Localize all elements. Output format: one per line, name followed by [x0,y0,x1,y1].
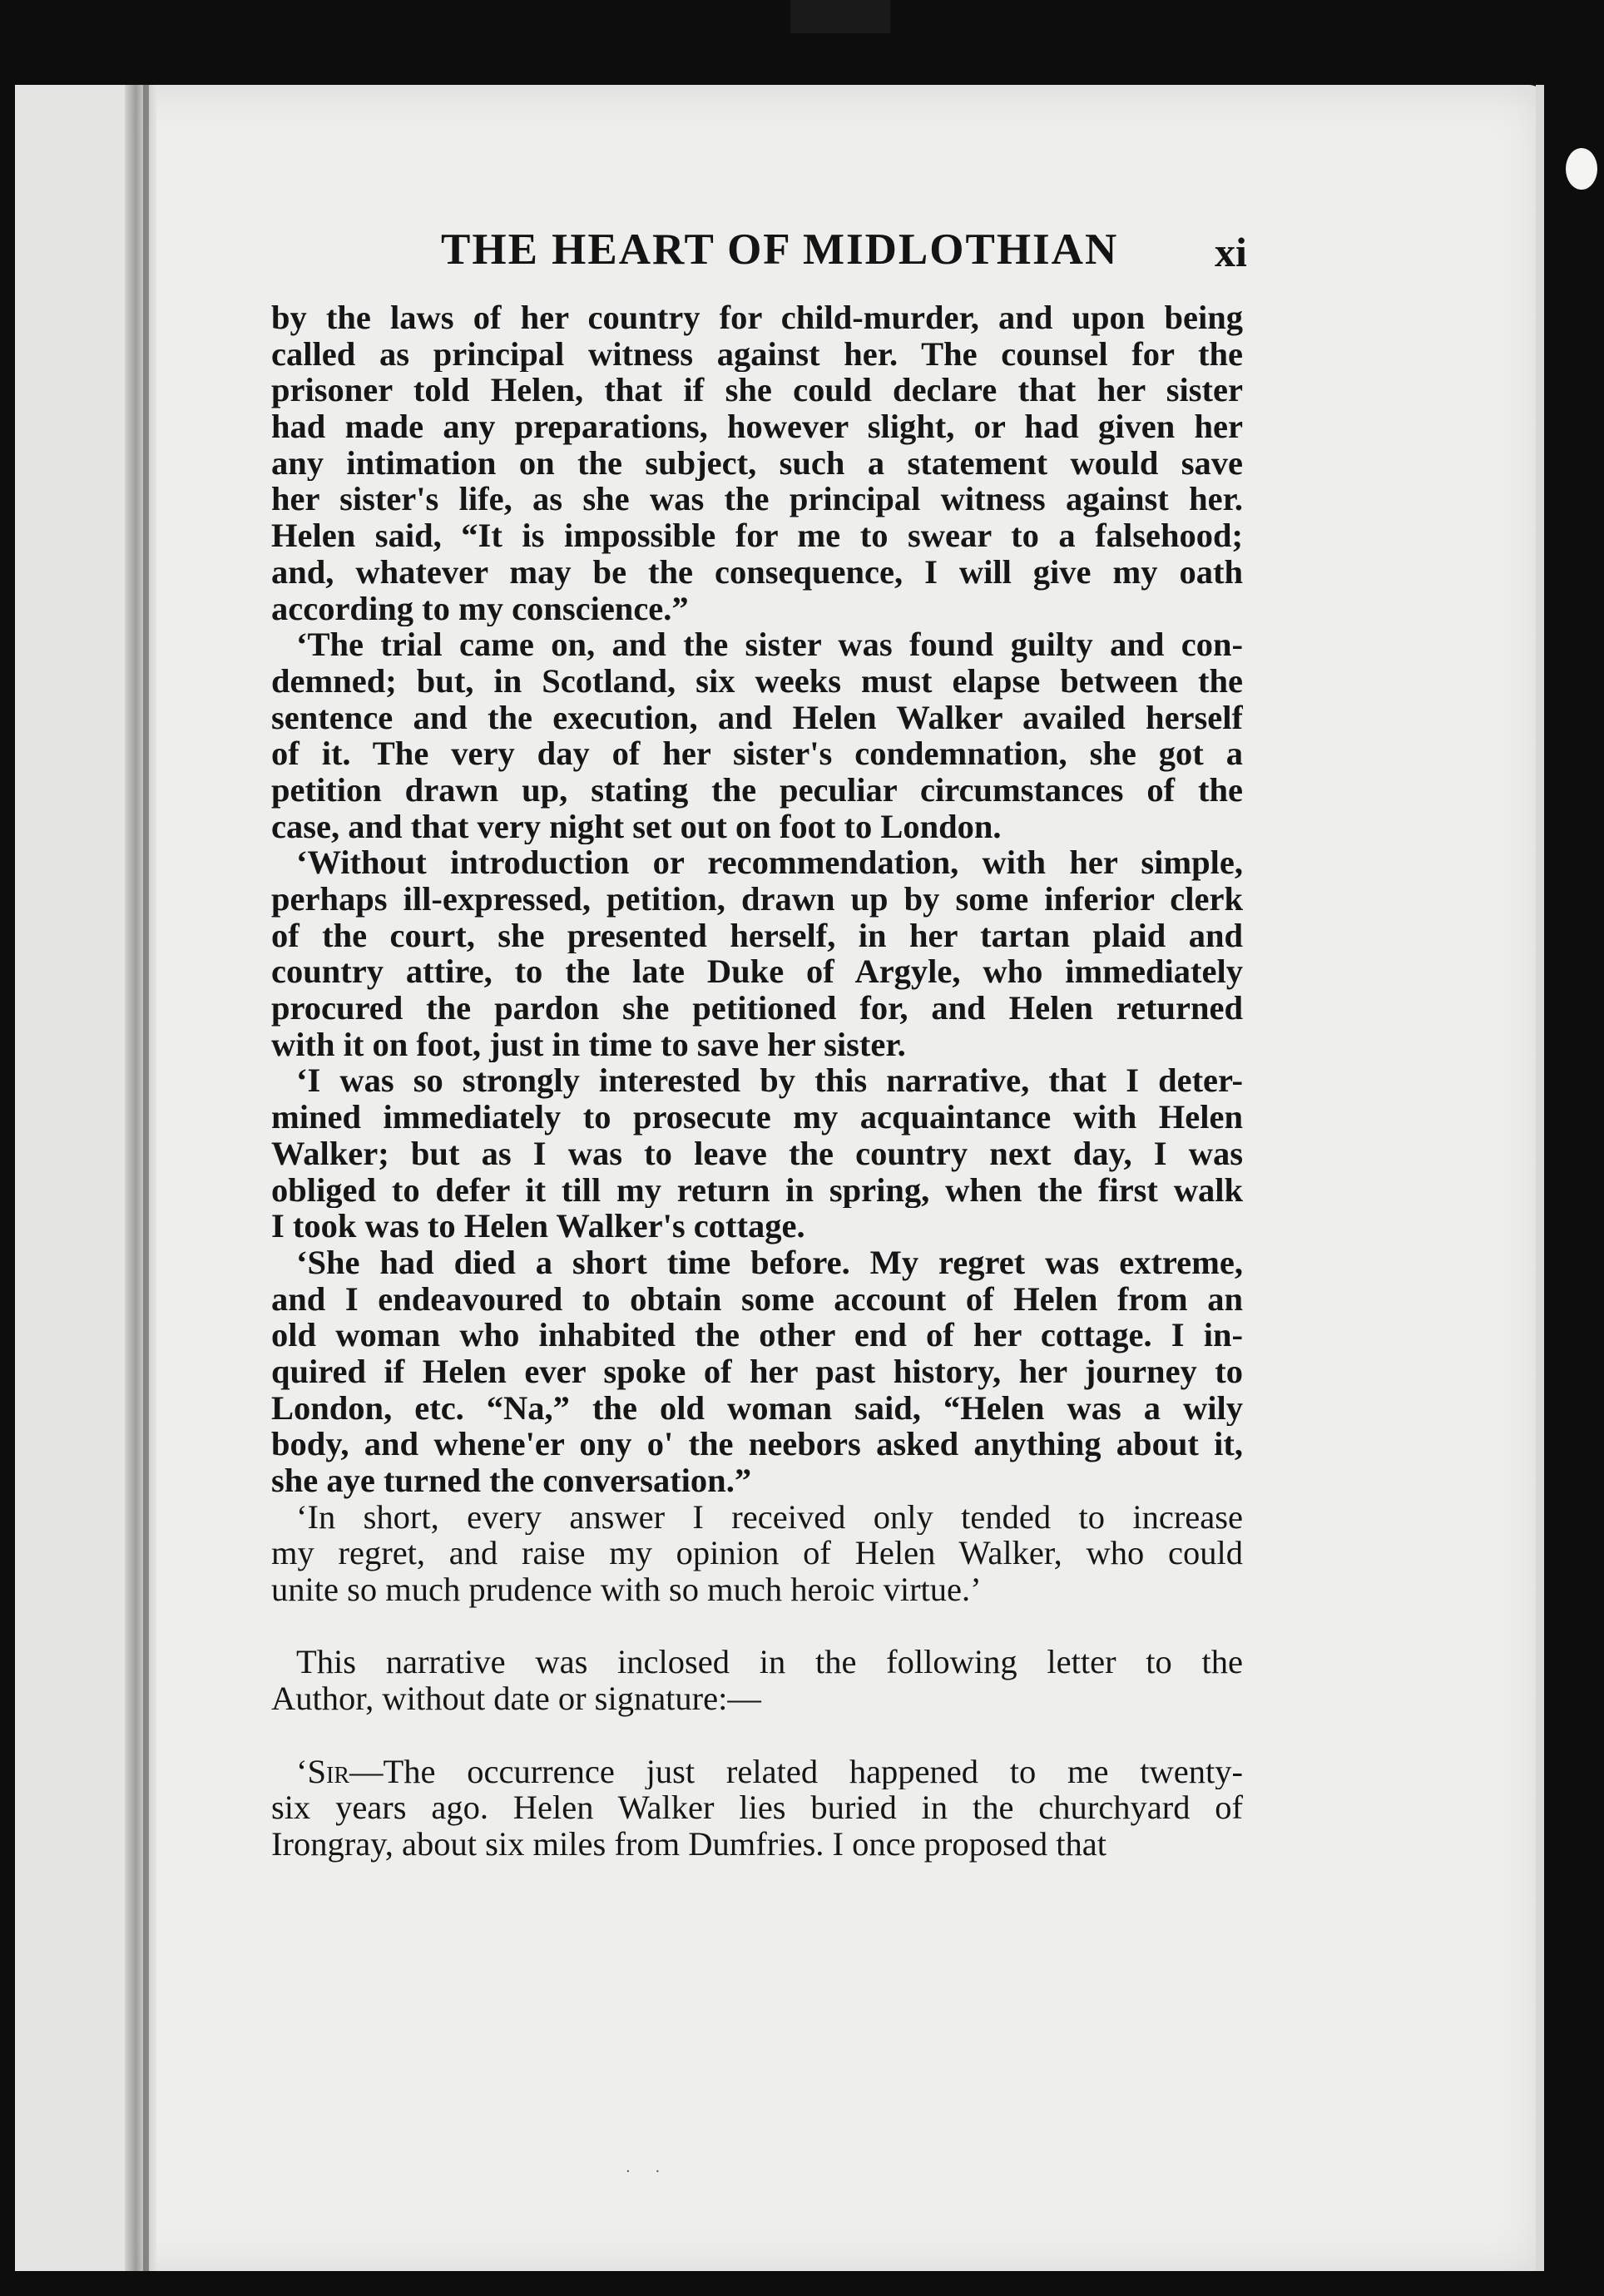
text-line: procured the pardon she petitioned for, and Helen returned [271,990,1243,1027]
text-line: old woman who inhabited the other end of her cottage. I in- [271,1317,1243,1353]
paragraph-gap [271,1717,1243,1754]
small-caps-lead: ‘Sir [296,1753,350,1790]
text-line: prisoner told Helen, that if she could declare that her sister [271,372,1243,409]
stray-print-marks: · · [626,2163,671,2180]
text-line: by the laws of her country for child-murder, and upon being [271,299,1243,336]
text-line: ‘She had died a short time before. My regret was extreme, [296,1244,1243,1281]
paragraph [271,1754,1243,1863]
text-line: according to my conscience.” [271,590,689,627]
gutter-line [143,85,149,2274]
text-line: ‘I was so strongly interested by this narrative, that I deter- [296,1062,1243,1100]
paragraph-gap [271,1608,1243,1645]
text-line: perhaps ill-expressed, petition, drawn up by some inferior clerk [271,881,1243,918]
text-line: This narrative was inclosed in the following letter to the [296,1644,1243,1681]
text-line: ‘Without introduction or recommendation, with her simple, [296,844,1243,881]
text-line: I took was to Helen Walker's cottage. [271,1208,805,1244]
paragraph [271,1244,1243,1499]
text-line: of it. The very day of her sister's condemnation, she got a [271,735,1243,772]
text-line: called as principal witness against her. The counsel for the [271,335,1243,373]
page-number: xi [1215,229,1247,275]
paragraph [271,844,1243,1062]
text-line: any intimation on the subject, such a statement would save [271,444,1243,482]
text-line: London, etc. “Na,” the old woman said, “Helen was a wily [271,1389,1243,1427]
text-line: six years ago. Helen Walker lies buried in the churchyard of [271,1789,1243,1826]
text-line: her sister's life, as she was the principal witness against her. [271,481,1243,518]
text-line: and I endeavoured to obtain some account of Helen from an [271,1280,1243,1318]
text-line: petition drawn up, stating the peculiar circumstances of the [271,771,1243,809]
body-text [271,299,1243,1863]
text-line: of the court, she presented herself, in her tartan plaid and [271,917,1243,954]
paragraph [271,1062,1243,1244]
paragraph [271,299,1243,626]
text-line: Author, without date or signature:— [271,1680,761,1717]
text-line: quired if Helen ever spoke of her past history, her journey to [271,1353,1243,1390]
text-line: Walker; but as I was to leave the country next day, I was [271,1135,1243,1172]
scan-border-right [1544,85,1604,2296]
paragraph [271,1644,1243,1716]
text-line: unite so much prudence with so much heroic virtue.’ [271,1571,982,1608]
text-line: she aye turned the conversation.” [271,1462,752,1499]
scan-border-bottom [0,2271,1604,2296]
text-line: obliged to defer it till my return in spring, when the first walk [271,1171,1243,1209]
paragraph [271,1499,1243,1608]
facing-page-strip [15,85,131,2274]
text-line: mined immediately to prosecute my acquaintance with Helen [271,1099,1243,1136]
text-line: my regret, and raise my opinion of Helen Walker, who could [271,1535,1243,1572]
text-line: case, and that very night set out on foot to London. [271,808,1002,845]
running-head: THE HEART OF MIDLOTHIAN [441,225,1119,274]
text-line: and, whatever may be the consequence, I will give my oath [271,553,1243,591]
text-line: Helen said, “It is impossible for me to swear to a falsehood; [271,517,1243,554]
edge-light-spot [1566,148,1597,190]
text-line: country attire, to the late Duke of Argyle, who immediately [271,953,1243,991]
book-gutter-shadow [125,85,156,2274]
text-line: demned; but, in Scotland, six weeks must elapse between the [271,662,1243,700]
text-line: had made any preparations, however slight, or had given her [271,408,1243,445]
text-line [271,1754,1243,1790]
scan-border-blotch [790,0,890,33]
text-line-rest: —The occurrence just related happened to me twenty- [349,1753,1243,1790]
paragraph [271,626,1243,844]
text-line: body, and whene'er ony o' the neebors asked anything about it, [271,1426,1243,1462]
text-line: ‘The trial came on, and the sister was found guilty and con- [296,626,1243,663]
text-line: sentence and the execution, and Helen Walker availed herself [271,699,1243,736]
text-line: ‘In short, every answer I received only tended to increase [296,1498,1243,1536]
text-line: with it on foot, just in time to save her sister. [271,1026,906,1063]
text-line: Irongray, about six miles from Dumfries. I once proposed that [271,1825,1106,1863]
